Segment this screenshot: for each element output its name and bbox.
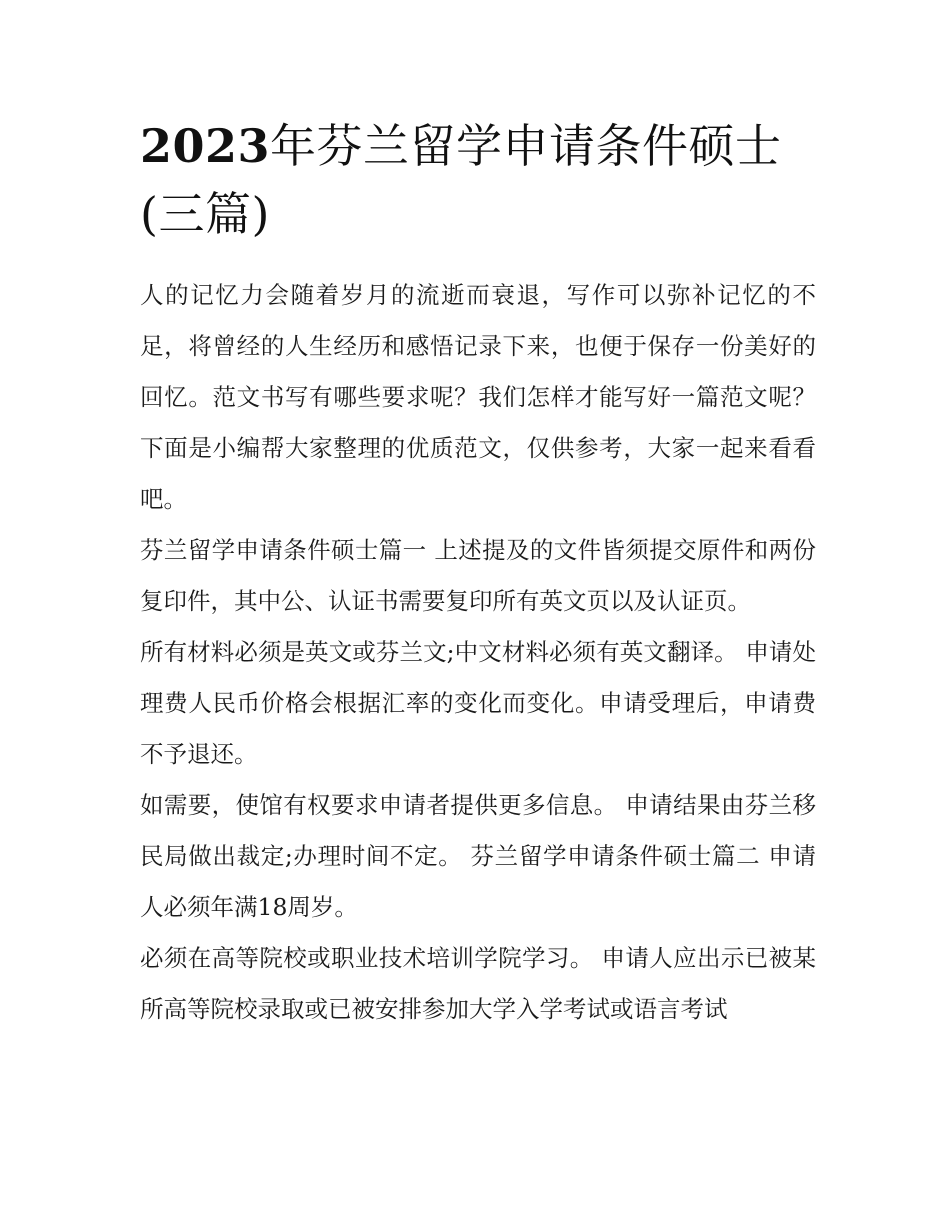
paragraph-2: 所有材料必须是英文或芬兰文;中文材料必须有英文翻译。 申请处理费人民币价格会根据汇率的变化而变化。申请受理后，申请费不予退还。 <box>140 638 816 768</box>
paragraph-intro: 人的记忆力会随着岁月的流逝而衰退，写作可以弥补记忆的不足，将曾经的人生经历和感悟记录下来，也便于保存一份美好的回忆。范文书写有哪些要求呢？我们怎样才能写好一篇范文呢？下面是小编帮大家整理的优质范文，仅供参考，大家一起来看看吧。 <box>140 281 816 513</box>
document-title-text: 年芬兰留学申请条件硕士(三篇) <box>140 119 782 241</box>
paragraph-1: 芬兰留学申请条件硕士篇一 上述提及的文件皆须提交原件和两份复印件，其中公、认证书需要复印所有英文页以及认证页。 <box>140 536 816 615</box>
document-title-year: 2023 <box>140 119 271 173</box>
document-title <box>140 112 816 248</box>
document-body <box>140 112 816 1035</box>
paragraph-4: 必须在高等院校或职业技术培训学院学习。 申请人应出示已被某所高等院校录取或已被安排参加大学入学考试或语言考试 <box>140 944 816 1023</box>
paragraph-3: 如需要，使馆有权要求申请者提供更多信息。 申请结果由芬兰移民局做出裁定;办理时间不定。 芬兰留学申请条件硕士篇二 申请人必须年满18周岁。 <box>140 791 816 921</box>
